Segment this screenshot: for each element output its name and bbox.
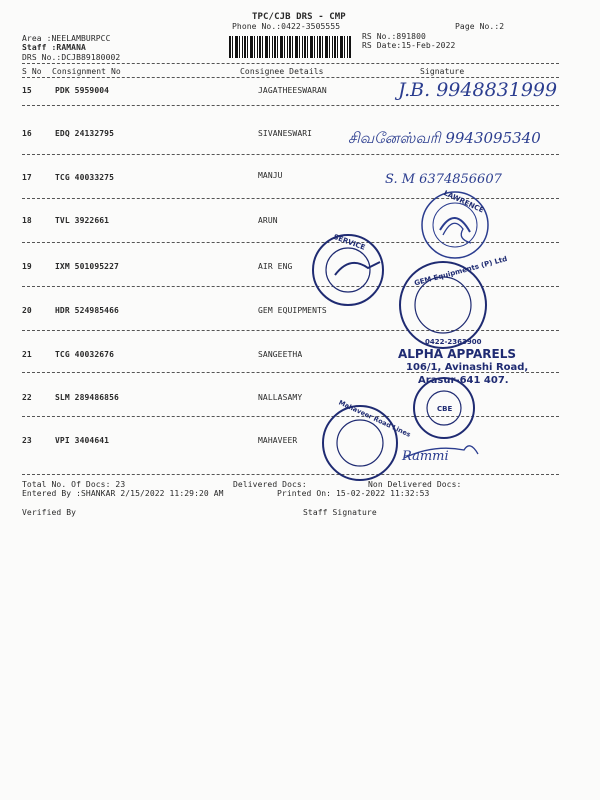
alpha-apparels-stamp-address1: 106/1, Avinashi Road, bbox=[406, 362, 529, 373]
non-delivered-docs: Non Delivered Docs: bbox=[368, 480, 462, 489]
lawrence-stamp-text: LAWRENCE bbox=[442, 189, 485, 215]
row-consignment: PDK 5959004 bbox=[55, 86, 110, 95]
row-consignee: GEM EQUIPMENTS bbox=[258, 306, 327, 315]
row-consignee: JAGATHEESWARAN bbox=[258, 86, 327, 95]
printed-on: Printed On: 15-02-2022 11:32:53 bbox=[277, 489, 430, 498]
row-sno: 17 bbox=[22, 173, 32, 182]
handwritten-signature: சிவனேஸ்வரி 9943095340 bbox=[348, 129, 541, 147]
courier-stamp-text: SERVICE bbox=[332, 232, 367, 252]
row-sno: 16 bbox=[22, 129, 32, 138]
row-consignment: EDQ 24132795 bbox=[55, 129, 114, 138]
row-consignment: TCG 40033275 bbox=[55, 173, 114, 182]
gem-stamp-phone: 0422-2363900 bbox=[425, 338, 482, 346]
row-consignment: TVL 3922661 bbox=[55, 216, 110, 225]
row-sno: 23 bbox=[22, 436, 32, 445]
handwritten-signature: S. M 6374856607 bbox=[385, 172, 502, 187]
row-sno: 15 bbox=[22, 86, 32, 95]
row-sno: 22 bbox=[22, 393, 32, 402]
rs-date: RS Date:15-Feb-2022 bbox=[362, 41, 456, 50]
row-consignee: AIR ENG bbox=[258, 262, 293, 271]
rs-number: RS No.:891800 bbox=[362, 32, 426, 41]
drs-number: DRS No.:DCJB89180002 bbox=[22, 53, 121, 62]
alpha-apparels-stamp-name: ALPHA APPARELS bbox=[398, 347, 517, 361]
document-title: TPC/CJB DRS - CMP bbox=[252, 12, 346, 22]
area-label: Area :NEELAMBURPCC bbox=[22, 34, 111, 43]
row-consignment: TCG 40032676 bbox=[55, 350, 114, 359]
row-consignee: SANGEETHA bbox=[258, 350, 303, 359]
mahaveer-stamp-text: Mahaveer Road Lines bbox=[337, 398, 412, 439]
courier-service-stamp bbox=[313, 233, 383, 305]
gem-stamp-text: GEM Equipments (P) Ltd bbox=[413, 254, 509, 288]
column-header-sno: S No bbox=[22, 67, 42, 76]
row-sno: 18 bbox=[22, 216, 32, 225]
verified-by: Verified By bbox=[22, 508, 77, 517]
row-sno: 21 bbox=[22, 350, 32, 359]
row-sno: 20 bbox=[22, 306, 32, 315]
row-consignee: MAHAVEER bbox=[258, 436, 298, 445]
page-number: Page No.:2 bbox=[455, 22, 505, 31]
row-consignment: SLM 289486856 bbox=[55, 393, 119, 402]
column-header-consignee: Consignee Details bbox=[240, 67, 324, 76]
staff-signature: Staff Signature bbox=[303, 508, 377, 517]
svg-text:CBE: CBE bbox=[437, 405, 453, 413]
row-consignee: ARUN bbox=[258, 216, 278, 225]
handwritten-signature: J.B. 9948831999 bbox=[398, 79, 558, 101]
delivered-docs: Delivered Docs: bbox=[233, 480, 307, 489]
mahaveer-stamp bbox=[323, 398, 412, 480]
row-consignee: MANJU bbox=[258, 171, 283, 180]
row-consignment: HDR 524985466 bbox=[55, 306, 119, 315]
row-consignment: VPI 3404641 bbox=[55, 436, 110, 445]
row-consignee: SIVANESWARI bbox=[258, 129, 313, 138]
column-header-signature: Signature bbox=[420, 67, 465, 76]
gem-equipment-stamp bbox=[400, 255, 508, 348]
row-sno: 19 bbox=[22, 262, 32, 271]
alpha-apparels-stamp-address2: Arasur-641 407. bbox=[418, 375, 509, 386]
total-docs: Total No. Of Docs: 23 bbox=[22, 480, 126, 489]
row-consignee: NALLASAMY bbox=[258, 393, 303, 402]
cbe-seal-stamp bbox=[414, 378, 474, 438]
column-header-consignment: Consignment No bbox=[52, 67, 121, 76]
handwritten-signature: Rammi bbox=[402, 449, 449, 464]
phone-number: Phone No.:0422-3505555 bbox=[232, 22, 341, 31]
signature-scribble bbox=[404, 446, 478, 458]
staff-label: Staff :RAMANA bbox=[22, 43, 86, 52]
row-consignment: IXM 501095227 bbox=[55, 262, 119, 271]
entered-by: Entered By :SHANKAR 2/15/2022 11:29:20 AM bbox=[22, 489, 224, 498]
